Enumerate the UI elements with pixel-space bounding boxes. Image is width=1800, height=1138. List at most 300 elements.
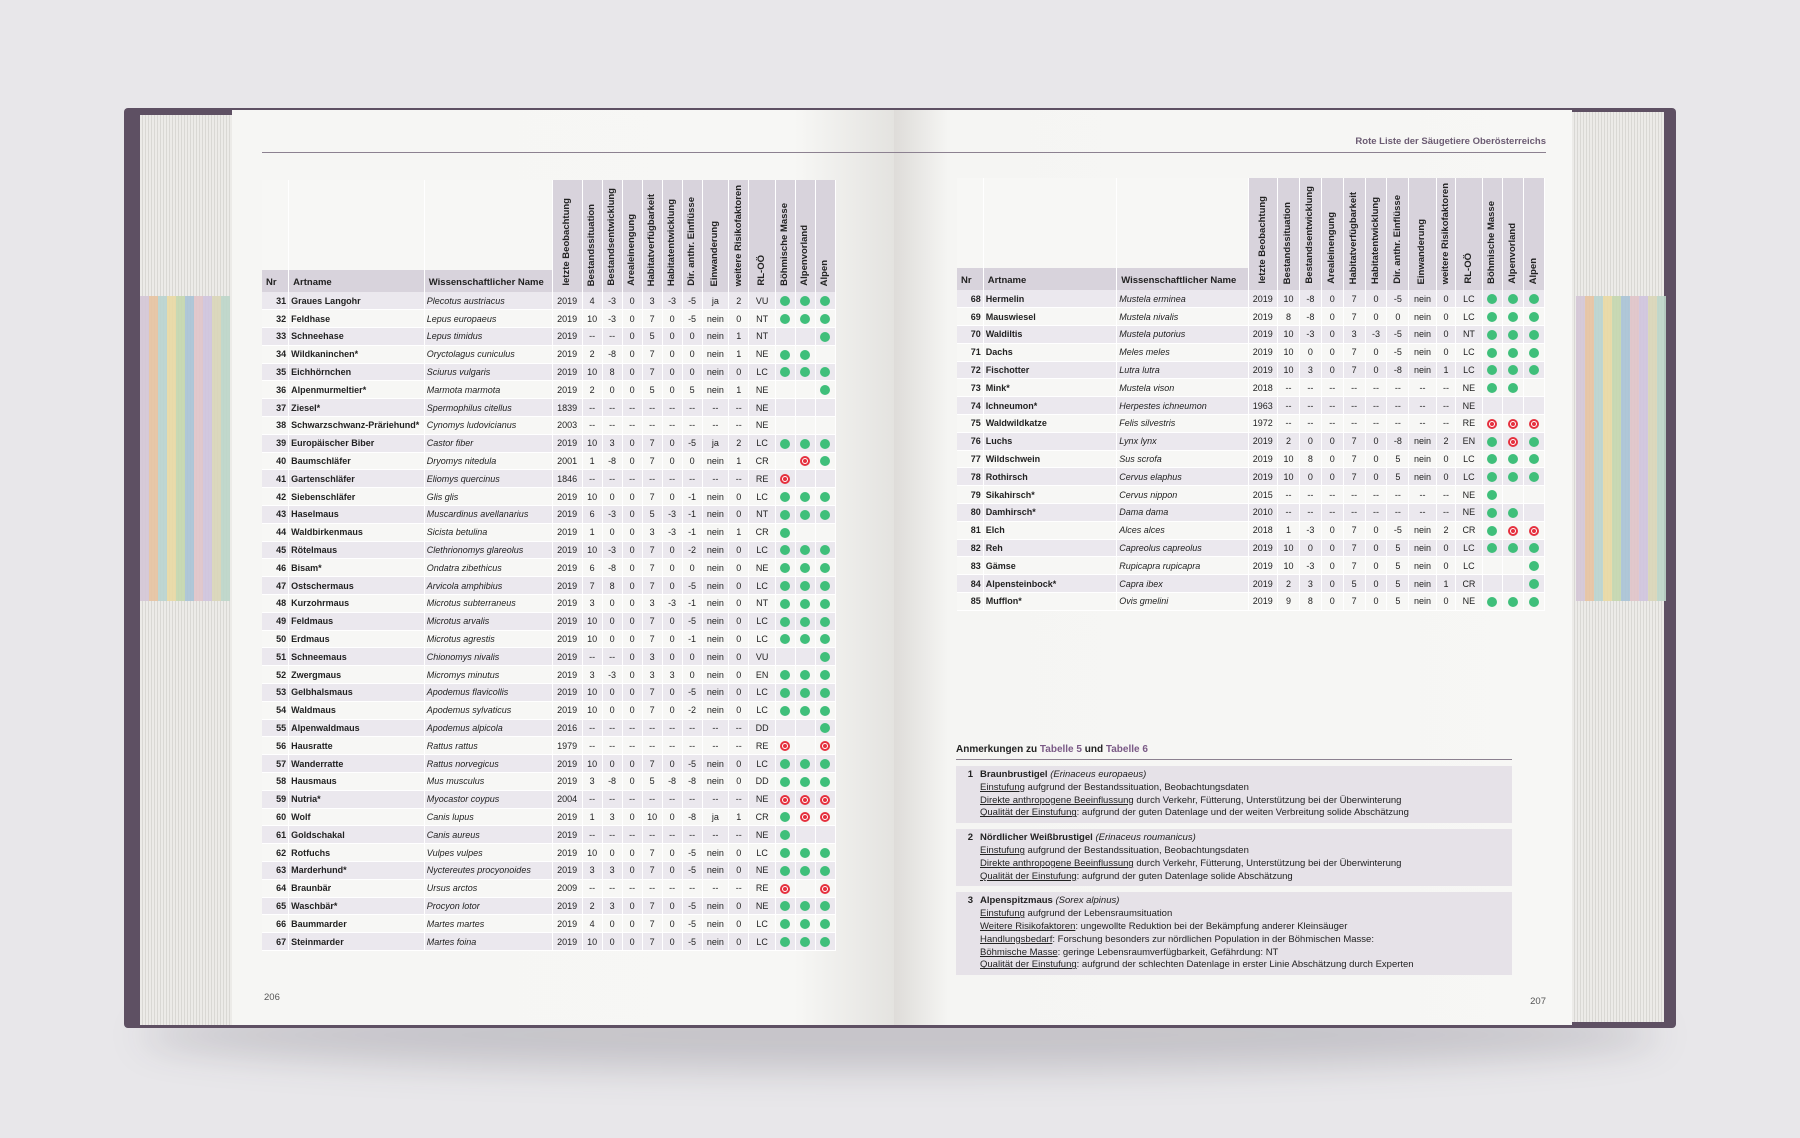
red-list-category: LC [749,684,776,702]
region-cell [815,506,835,524]
region-cell [815,345,835,363]
value-cell: 0 [729,755,749,773]
region-cell [1524,486,1545,504]
red-list-category: LC [749,363,776,381]
value-cell: 0 [622,755,642,773]
present-dot-icon [800,777,810,787]
present-dot-icon [1508,508,1518,518]
value-cell: 0 [1321,539,1343,557]
last-observation: 2018 [1248,379,1278,397]
value-cell: 0 [1365,361,1387,379]
value-cell: 0 [1365,290,1387,308]
region-cell [795,897,815,915]
extinct-dot-icon [780,474,790,484]
value-cell: -- [682,879,702,897]
value-cell: 0 [729,666,749,684]
value-cell: 0 [662,434,682,452]
col-header-vertical [1321,178,1343,290]
region-cell [775,399,795,417]
scientific-name: Sciurus vulgaris [424,363,552,381]
value-cell: -5 [682,292,702,310]
species-number: 47 [262,577,289,595]
col-header-vertical [1278,178,1300,290]
present-dot-icon [1529,312,1539,322]
species-name: Wanderratte [289,755,425,773]
region-cell [1524,539,1545,557]
value-cell: 1 [582,808,602,826]
present-dot-icon [780,510,790,520]
value-cell: -- [622,719,642,737]
present-dot-icon [780,634,790,644]
value-cell: -- [702,417,729,435]
red-list-category: LC [749,434,776,452]
table-row [262,897,836,915]
region-cell [815,808,835,826]
value-cell: -8 [1299,290,1321,308]
last-observation: 2018 [1248,521,1278,539]
value-cell: 0 [729,701,749,719]
table-row [957,343,1545,361]
value-cell: -- [682,826,702,844]
region-cell [815,630,835,648]
table-row [262,292,836,310]
value-cell: ja [702,808,729,826]
species-number: 55 [262,719,289,737]
scientific-name: Vulpes vulpes [424,844,552,862]
value-cell: 3 [602,808,622,826]
value-cell: 0 [622,933,642,951]
col-header-label: Alpen [1528,257,1540,284]
scientific-name: Microtus arvalis [424,612,552,630]
region-cell [1482,504,1503,522]
species-name: Braunbär [289,879,425,897]
region-cell [775,345,795,363]
present-dot-icon [800,581,810,591]
value-cell: 6 [582,506,602,524]
value-cell: 8 [602,577,622,595]
value-cell: 0 [662,684,682,702]
red-list-category: EN [749,666,776,684]
species-name: Nutria* [289,790,425,808]
present-dot-icon [1529,472,1539,482]
species-number: 66 [262,915,289,933]
present-dot-icon [1529,543,1539,553]
present-dot-icon [1487,454,1497,464]
red-list-category: LC [1456,539,1482,557]
note-line-text: aufgrund der Bestandssituation, Beobachtungsdaten [1024,844,1249,856]
thumb-tab [212,296,221,601]
note-line [980,858,1512,871]
region-cell [795,915,815,933]
region-cell [1482,521,1503,539]
species-name: Schwarzschwanz-Präriehund* [289,417,425,435]
value-cell: 7 [642,577,662,595]
red-list-category: RE [1456,415,1482,433]
col-header-label: Einwanderung [1416,218,1428,284]
col-header-label: Bestandssituation [1282,201,1294,284]
value-cell: -1 [682,523,702,541]
table-row [957,486,1545,504]
value-cell: -5 [682,612,702,630]
region-cell [1503,557,1524,575]
value-cell: -- [602,470,622,488]
present-dot-icon [820,492,830,502]
link-table-5[interactable]: Tabelle 5 [1039,744,1082,755]
value-cell: 0 [1321,557,1343,575]
value-cell: -- [1343,415,1365,433]
value-cell: 10 [582,755,602,773]
col-header-nr: Nr [957,178,983,290]
table-row [957,361,1545,379]
species-number: 44 [262,523,289,541]
value-cell: -- [662,826,682,844]
col-header-vertical [602,180,622,292]
table-row [262,328,836,346]
region-cell [815,328,835,346]
value-cell: -8 [602,452,622,470]
species-number: 73 [957,379,983,397]
region-cell [795,452,815,470]
value-cell: 0 [622,595,642,613]
present-dot-icon [800,706,810,716]
red-list-category: NT [749,595,776,613]
scientific-name: Micromys minutus [424,666,552,684]
present-dot-icon [1487,294,1497,304]
value-cell: ja [702,434,729,452]
present-dot-icon [780,492,790,502]
table-row [262,381,836,399]
value-cell: 5 [1387,575,1409,593]
species-number: 84 [957,575,983,593]
region-cell [775,666,795,684]
region-cell [815,381,835,399]
value-cell: 7 [642,862,662,880]
value-cell: 0 [662,577,682,595]
present-dot-icon [800,367,810,377]
red-list-category: LC [1456,361,1482,379]
value-cell: 1 [729,452,749,470]
value-cell: -8 [1299,308,1321,326]
species-number: 38 [262,417,289,435]
scientific-name: Mustela erminea [1117,290,1248,308]
value-cell: 0 [622,648,642,666]
value-cell: 7 [1343,290,1365,308]
species-number: 67 [262,933,289,951]
value-cell: 0 [682,345,702,363]
region-cell [775,328,795,346]
table-row [262,933,836,951]
value-cell: -3 [602,666,622,684]
region-cell [795,844,815,862]
scientific-name: Mustela putorius [1117,326,1248,344]
species-number: 75 [957,415,983,433]
species-number: 77 [957,450,983,468]
note-line-label: Qualität der Einstufung [980,807,1077,819]
value-cell: -- [642,417,662,435]
thumb-tab [158,296,167,601]
red-list-category: NT [749,310,776,328]
region-cell [795,595,815,613]
table-row [957,326,1545,344]
value-cell: -- [582,719,602,737]
table-row [262,488,836,506]
value-cell: 0 [1321,290,1343,308]
region-cell [815,701,835,719]
species-number: 79 [957,486,983,504]
red-list-category: NE [1456,486,1482,504]
scientific-name: Rattus rattus [424,737,552,755]
value-cell: 0 [1436,343,1456,361]
value-cell: 10 [582,488,602,506]
value-cell: 0 [622,310,642,328]
value-cell: 0 [622,684,642,702]
region-cell [1524,415,1545,433]
value-cell: 0 [729,488,749,506]
last-observation: 2019 [552,345,582,363]
last-observation: 2019 [1248,361,1278,379]
note-line-text: durch Verkehr, Fütterung, Unterstützung bei der Überwinterung [1133,857,1402,869]
table-row [957,557,1545,575]
last-observation: 1963 [1248,397,1278,415]
value-cell: -- [682,719,702,737]
value-cell: 1 [729,328,749,346]
species-number: 50 [262,630,289,648]
species-number: 34 [262,345,289,363]
present-dot-icon [1487,543,1497,553]
species-number: 83 [957,557,983,575]
species-number: 53 [262,684,289,702]
note-line [980,947,1512,960]
last-observation: 2015 [1248,486,1278,504]
value-cell: -- [702,737,729,755]
species-number: 41 [262,470,289,488]
last-observation: 2019 [552,844,582,862]
value-cell: 0 [729,862,749,880]
value-cell: nein [702,648,729,666]
present-dot-icon [1508,294,1518,304]
value-cell: -- [1299,415,1321,433]
note-line-text: : aufgrund der guten Datenlage solide Abschätzung [1076,870,1293,882]
red-list-category: NE [1456,379,1482,397]
value-cell: 0 [729,933,749,951]
present-dot-icon [780,688,790,698]
region-cell [775,808,795,826]
red-list-category: LC [1456,557,1482,575]
table-row [262,684,836,702]
table-row [262,826,836,844]
region-cell [775,541,795,559]
value-cell: 8 [1299,593,1321,611]
species-name: Bisam* [289,559,425,577]
species-number: 71 [957,343,983,361]
value-cell: 0 [1436,290,1456,308]
value-cell: -5 [682,933,702,951]
present-dot-icon [1508,597,1518,607]
region-cell [795,701,815,719]
value-cell: -1 [682,506,702,524]
red-list-category: VU [749,292,776,310]
running-head: Rote Liste der Säugetiere Oberösterreichs [1355,136,1546,147]
value-cell: 5 [642,773,662,791]
value-cell: 7 [642,452,662,470]
value-cell: 0 [1436,308,1456,326]
value-cell: 7 [1343,343,1365,361]
value-cell: 0 [602,595,622,613]
last-observation: 2019 [1248,343,1278,361]
value-cell: 0 [1365,557,1387,575]
last-observation: 2019 [552,648,582,666]
value-cell: 2 [729,434,749,452]
table-row [957,575,1545,593]
value-cell: 2 [582,345,602,363]
table-row [262,523,836,541]
red-list-category: NE [749,862,776,880]
col-header-vertical [1482,178,1503,290]
value-cell: 3 [582,773,602,791]
value-cell: 7 [642,701,662,719]
value-cell: 0 [1436,468,1456,486]
last-observation: 2019 [552,328,582,346]
region-cell [775,452,795,470]
species-name: Feldmaus [289,612,425,630]
region-cell [815,790,835,808]
col-header-vertical [1299,178,1321,290]
value-cell: -- [602,879,622,897]
present-dot-icon [800,937,810,947]
header-rule-left [262,152,894,153]
present-dot-icon [1508,454,1518,464]
last-observation: 1979 [552,737,582,755]
value-cell: 0 [1321,326,1343,344]
region-cell [1503,415,1524,433]
note-line-label: Weitere Risikofaktoren [980,920,1076,932]
value-cell: 5 [1387,468,1409,486]
region-cell [815,577,835,595]
table-row [957,308,1545,326]
table-row [262,915,836,933]
present-dot-icon [820,617,830,627]
region-cell [815,844,835,862]
note-line [980,908,1512,921]
value-cell: -5 [1387,521,1409,539]
value-cell: -- [582,399,602,417]
region-cell [815,862,835,880]
species-number: 57 [262,755,289,773]
region-cell [775,648,795,666]
scientific-name: Martes martes [424,915,552,933]
region-cell [815,399,835,417]
region-cell [795,862,815,880]
species-number: 51 [262,648,289,666]
red-list-category: LC [749,630,776,648]
region-cell [815,488,835,506]
present-dot-icon [800,492,810,502]
thumb-tab [1576,296,1585,601]
region-cell [795,755,815,773]
value-cell: 0 [1321,593,1343,611]
present-dot-icon [800,670,810,680]
present-dot-icon [1529,597,1539,607]
col-header-label: Habitatentwicklung [1369,196,1381,284]
col-header-vertical [582,180,602,292]
note-scientific-name: (Sorex alpinus) [1055,895,1120,907]
species-number: 61 [262,826,289,844]
species-number: 63 [262,862,289,880]
thumb-tab [203,296,212,601]
value-cell: 6 [582,559,602,577]
scientific-name: Capra ibex [1117,575,1248,593]
value-cell: -- [602,826,622,844]
region-cell [815,933,835,951]
scientific-name: Capreolus capreolus [1117,539,1248,557]
last-observation: 2019 [552,755,582,773]
value-cell: -- [622,470,642,488]
present-dot-icon [780,581,790,591]
last-observation: 2010 [1248,504,1278,522]
region-cell [1503,326,1524,344]
table-row [262,506,836,524]
region-cell [815,292,835,310]
present-dot-icon [800,688,810,698]
region-cell [815,826,835,844]
region-cell [775,755,795,773]
last-observation: 2019 [552,488,582,506]
value-cell: nein [1409,575,1436,593]
col-header-vertical [702,180,729,292]
scientific-name: Mus musculus [424,773,552,791]
value-cell: -- [662,737,682,755]
value-cell: 10 [582,434,602,452]
value-cell: 0 [602,612,622,630]
present-dot-icon [1487,312,1497,322]
region-cell [795,719,815,737]
col-header-vertical [729,180,749,292]
col-header-label: letzte Beobachtung [1256,196,1268,284]
value-cell: 0 [662,630,682,648]
value-cell: 10 [582,541,602,559]
col-header-vertical [1343,178,1365,290]
value-cell: -- [729,470,749,488]
page-number-left: 206 [264,992,280,1003]
col-header-vertical [682,180,702,292]
value-cell: -- [582,648,602,666]
value-cell: 5 [682,381,702,399]
value-cell: 10 [1278,361,1300,379]
value-cell: 0 [622,844,642,862]
last-observation: 2009 [552,879,582,897]
red-list-category: LC [749,915,776,933]
col-header-vertical [1409,178,1436,290]
last-observation: 2019 [1248,450,1278,468]
scientific-name: Cervus nippon [1117,486,1248,504]
last-observation: 2019 [552,808,582,826]
value-cell: 0 [729,595,749,613]
present-dot-icon [1508,348,1518,358]
species-number: 52 [262,666,289,684]
value-cell: 7 [1343,539,1365,557]
value-cell: 0 [602,381,622,399]
last-observation: 2019 [552,826,582,844]
present-dot-icon [780,563,790,573]
value-cell: -- [1299,397,1321,415]
region-cell [795,879,815,897]
value-cell: 0 [622,328,642,346]
species-number: 78 [957,468,983,486]
species-name: Dachs [983,343,1116,361]
link-table-6[interactable]: Tabelle 6 [1105,744,1148,755]
region-cell [795,773,815,791]
extinct-dot-icon [800,795,810,805]
